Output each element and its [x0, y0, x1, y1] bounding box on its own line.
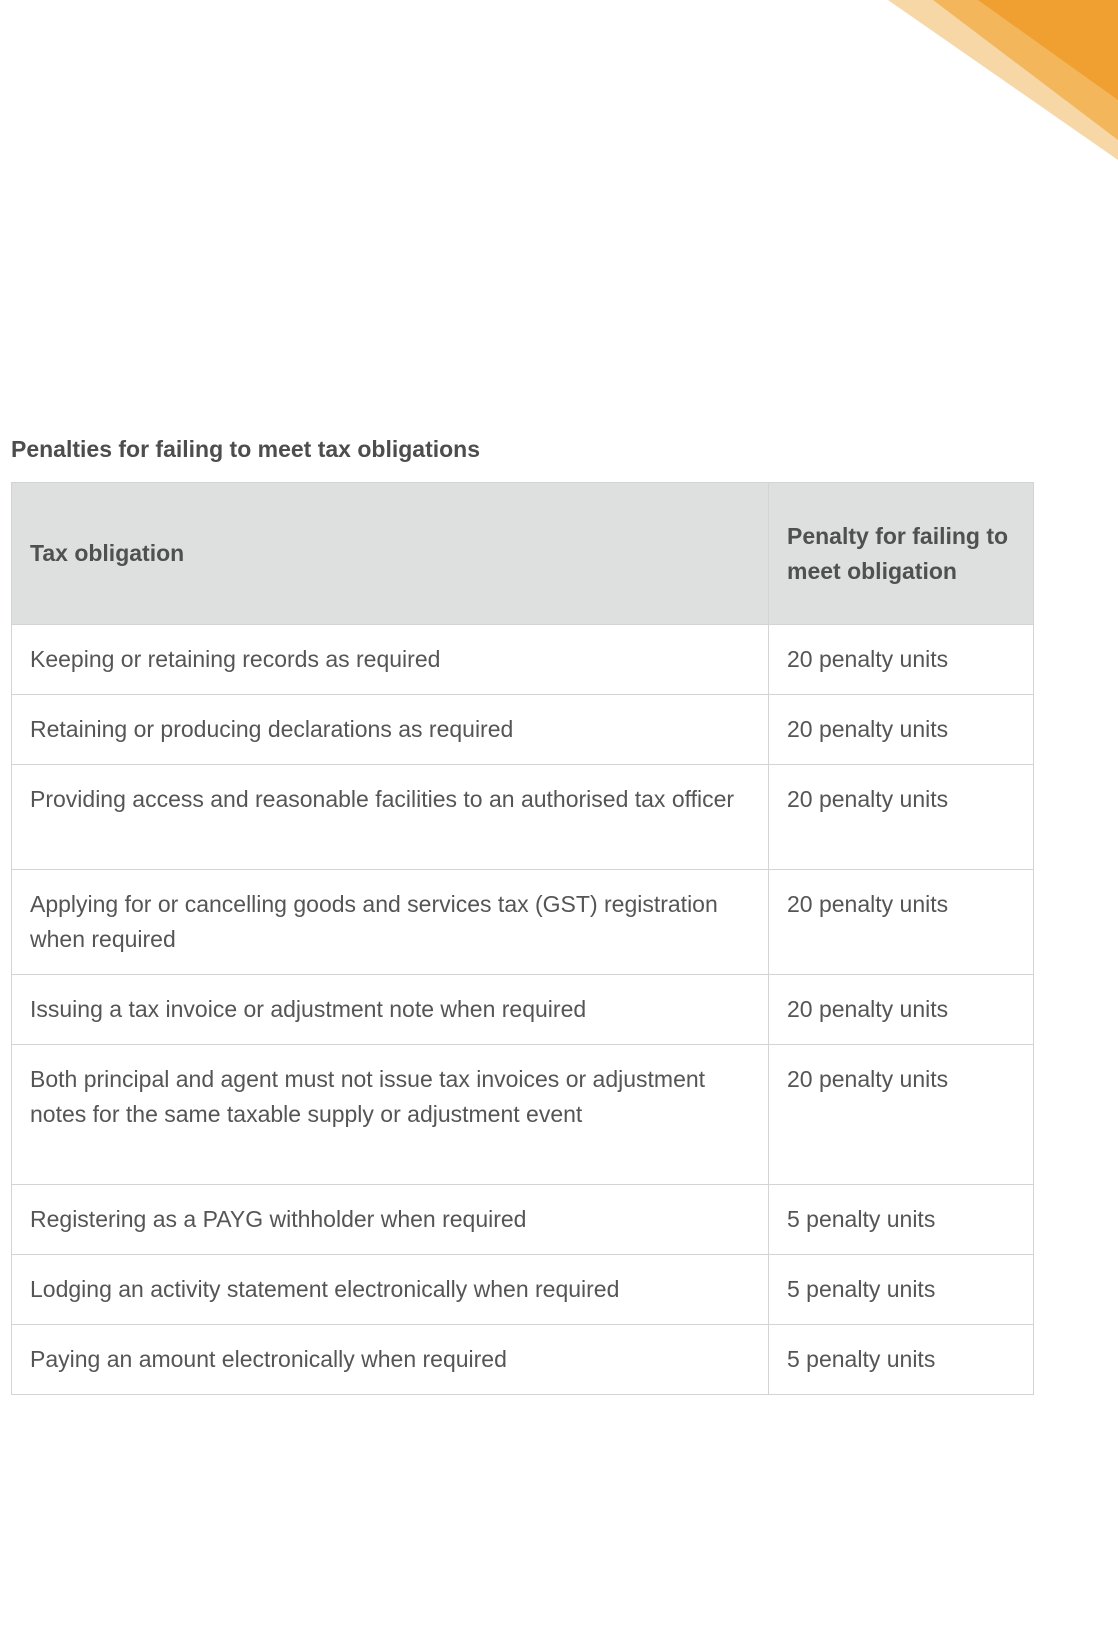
penalty-cell: 20 penalty units	[769, 1045, 1034, 1185]
penalty-table	[11, 482, 1034, 1395]
penalty-cell: 20 penalty units	[769, 870, 1034, 975]
penalty-cell: 20 penalty units	[769, 625, 1034, 695]
obligation-cell: Paying an amount electronically when required	[12, 1325, 769, 1395]
table-row	[12, 625, 1034, 695]
table-row	[12, 765, 1034, 870]
corner-decoration	[878, 0, 1118, 170]
table-row	[12, 975, 1034, 1045]
obligation-cell: Applying for or cancelling goods and services tax (GST) registration when required	[12, 870, 769, 975]
obligation-cell: Both principal and agent must not issue tax invoices or adjustment notes for the same taxable supply or adjustment event	[12, 1045, 769, 1185]
penalty-cell: 5 penalty units	[769, 1325, 1034, 1395]
table-header-row	[12, 483, 1034, 625]
obligation-cell: Issuing a tax invoice or adjustment note when required	[12, 975, 769, 1045]
obligation-cell: Lodging an activity statement electronically when required	[12, 1255, 769, 1325]
table-row	[12, 695, 1034, 765]
penalty-cell: 5 penalty units	[769, 1255, 1034, 1325]
obligation-cell: Registering as a PAYG withholder when required	[12, 1185, 769, 1255]
table-row	[12, 870, 1034, 975]
obligation-cell: Keeping or retaining records as required	[12, 625, 769, 695]
header-tax-obligation: Tax obligation	[12, 483, 769, 625]
table-row	[12, 1255, 1034, 1325]
table-row	[12, 1325, 1034, 1395]
penalty-cell: 20 penalty units	[769, 975, 1034, 1045]
table-row	[12, 1185, 1034, 1255]
table-row	[12, 1045, 1034, 1185]
obligation-cell: Retaining or producing declarations as required	[12, 695, 769, 765]
section-title: Penalties for failing to meet tax obligations	[11, 436, 481, 462]
penalty-cell: 20 penalty units	[769, 695, 1034, 765]
obligation-cell: Providing access and reasonable facilities to an authorised tax officer	[12, 765, 769, 870]
penalty-cell: 5 penalty units	[769, 1185, 1034, 1255]
header-penalty: Penalty for failing to meet obligation	[769, 483, 1034, 625]
penalty-cell: 20 penalty units	[769, 765, 1034, 870]
